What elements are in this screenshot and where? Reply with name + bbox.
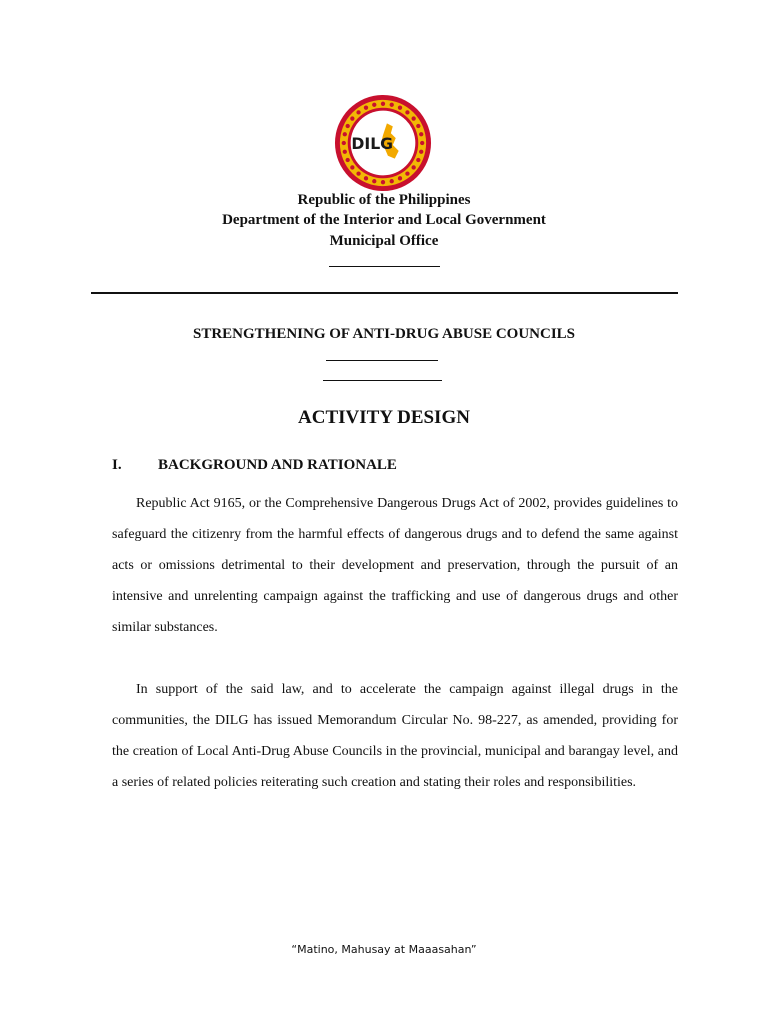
- header-department: Department of the Interior and Local Government: [222, 212, 546, 228]
- seal-ornament-dot: [356, 110, 360, 114]
- title-blank-line-1: [326, 360, 438, 361]
- header-office: Municipal Office: [329, 233, 439, 249]
- header-republic: Republic of the Philippines: [297, 192, 471, 208]
- seal-ornament-dot: [381, 102, 385, 106]
- seal-ornament-dot: [405, 171, 409, 175]
- seal-ornament-dot: [420, 141, 424, 145]
- footer-motto: “Matino, Mahusay at Maaasahan”: [291, 943, 477, 956]
- seal-ornament-dot: [411, 165, 415, 169]
- seal-ornament-dot: [356, 171, 360, 175]
- seal-ornament-dot: [364, 176, 368, 180]
- seal-ornament-dot: [390, 179, 394, 183]
- seal-ornament-dot: [398, 176, 402, 180]
- seal-ornament-dot: [346, 124, 350, 128]
- seal-ornament-dot: [364, 106, 368, 110]
- seal-ornament-dot: [411, 116, 415, 120]
- seal-ornament-dot: [398, 106, 402, 110]
- seal-ornament-dot: [343, 150, 347, 154]
- section-number: I.: [112, 457, 122, 473]
- dilg-seal-icon: [334, 94, 432, 192]
- section-heading: [112, 455, 397, 475]
- seal-ornament-dot: [419, 150, 423, 154]
- seal-text: DILG: [351, 133, 394, 153]
- header-divider-rule: [91, 292, 678, 294]
- activity-design-heading: ACTIVITY DESIGN: [298, 407, 470, 428]
- seal-ornament-dot: [416, 124, 420, 128]
- title-blank-line-2: [323, 380, 442, 381]
- seal-ornament-dot: [390, 103, 394, 107]
- seal-ornament-dot: [350, 116, 354, 120]
- seal-ornament-dot: [343, 132, 347, 136]
- paragraph-2: In support of the said law, and to accelerate the campaign against illegal drugs in the communities, the DILG has issued Memorandum Circular No. 98-227, as amended, providing for the creation of Local Anti-Drug Abuse Councils in the provincial, municipal and barangay level, and a series of related policies reiterating such creation and stating their roles and responsibilities.: [112, 682, 678, 790]
- seal-ornament-dot: [416, 158, 420, 162]
- paragraph-1: Republic Act 9165, or the Comprehensive Dangerous Drugs Act of 2002, provides guidelines to safeguard the citizenry from the harmful effects of dangerous drugs and to defend the same against acts or omissions detrimental to their development and preservation, through the pursuit of an intensive and unrelenting campaign against the trafficking and use of dangerous drugs and other similar substances.: [112, 496, 678, 635]
- seal-ornament-dot: [381, 180, 385, 184]
- document-title: STRENGTHENING OF ANTI-DRUG ABUSE COUNCILS: [192, 326, 576, 342]
- seal-ornament-dot: [350, 165, 354, 169]
- section-title: BACKGROUND AND RATIONALE: [158, 457, 397, 473]
- header-blank-line: [329, 266, 440, 267]
- seal-ornament-dot: [405, 110, 409, 114]
- seal-ornament-dot: [419, 132, 423, 136]
- seal-ornament-dot: [346, 158, 350, 162]
- seal-ornament-dot: [342, 141, 346, 145]
- seal-ornament-dot: [372, 179, 376, 183]
- seal-ornament-dot: [372, 103, 376, 107]
